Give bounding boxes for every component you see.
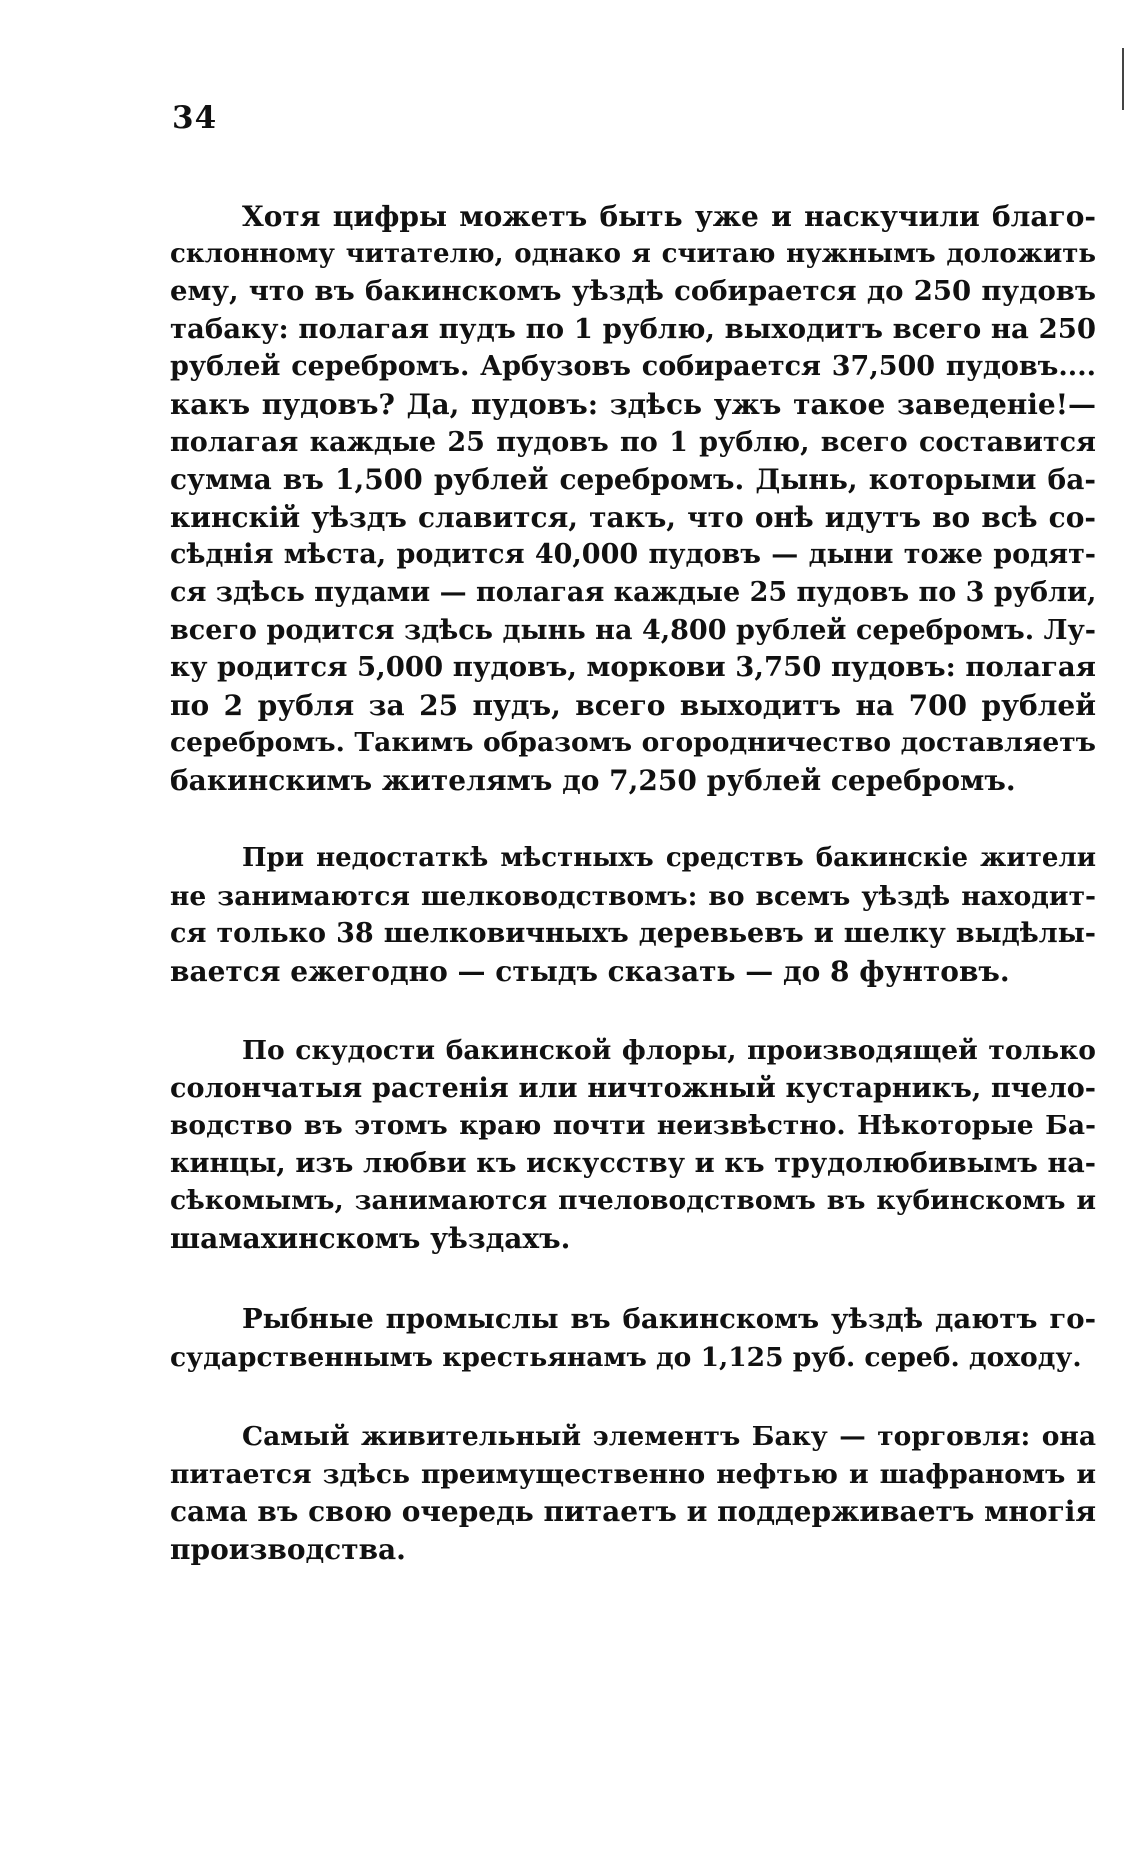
text-line: рублей серебромъ. Арбузовъ собирается 37,500 пудовъ....	[170, 351, 1096, 383]
text-line: полагая каждые 25 пудовъ по 1 рублю, всего составится	[170, 426, 1096, 458]
paragraph-silk	[170, 840, 1096, 990]
text-line: сама въ свою очередь питаетъ и поддерживаетъ многія	[170, 1495, 1097, 1529]
text-line: При недостаткѣ мѣстныхъ средствъ бакинскіе жители	[242, 843, 1096, 873]
text-line: По скудости бакинской флоры, производящей только	[242, 1035, 1096, 1066]
page-number: 34	[172, 100, 218, 136]
paragraph-produce	[170, 198, 1096, 800]
text-line: кинскій уѣздъ славится, такъ, что онѣ идутъ во всѣ со-	[170, 500, 1096, 534]
text-line: табаку: полагая пудъ по 1 рублю, выходитъ всего на 250	[170, 312, 1096, 345]
text-line: по 2 рубля за 25 пудъ, всего выходитъ на 700 рублей	[170, 688, 1096, 722]
text-line: склонному читателю, однако я считаю нужнымъ доложить	[170, 238, 1096, 269]
text-line: ку родится 5,000 пудовъ, моркови 3,750 пудовъ: полагая	[170, 651, 1096, 684]
text-line: кинцы, изъ любви къ искусству и къ трудолюбивымъ на-	[170, 1147, 1096, 1179]
text-line: бакинскимъ жителямъ до 7,250 рублей серебромъ.	[170, 763, 1016, 797]
text-line: водство въ этомъ краю почти неизвѣстно. Нѣкоторые Ба-	[170, 1110, 1096, 1142]
text-line: серебромъ. Такимъ образомъ огородничество доставляетъ	[170, 727, 1096, 759]
text-line: Рыбные промыслы въ бакинскомъ уѣздѣ даютъ го-	[242, 1303, 1096, 1335]
paragraph-bees	[170, 1032, 1096, 1258]
text-line: ся только 38 шелковичныхъ деревьевъ и шелку выдѣлы-	[170, 918, 1096, 950]
text-line: сѣднія мѣста, родится 40,000 пудовъ — дыни тоже родят-	[170, 539, 1096, 571]
paragraph-fishing	[170, 1301, 1096, 1376]
text-line: шамахинскомъ уѣздахъ.	[170, 1221, 571, 1255]
text-line: какъ пудовъ? Да, пудовъ: здѣсь ужъ такое заведеніе!—	[170, 387, 1096, 421]
page-edge-mark	[1122, 48, 1124, 110]
text-line: Самый живительный элементъ Баку — торговля: она	[242, 1421, 1096, 1452]
text-line: питается здѣсь преимущественно нефтью и шафраномъ и	[170, 1458, 1096, 1490]
text-line: ему, что въ бакинскомъ уѣздѣ собирается до 250 пудовъ	[170, 275, 1096, 308]
text-line: ся здѣсь пудами — полагая каждые 25 пудовъ по 3 рубли,	[170, 576, 1097, 608]
text-line: производства.	[170, 1532, 406, 1566]
text-line: не занимаются шелководствомъ: во всемъ уѣздѣ находит-	[170, 880, 1096, 912]
text-line: Хотя цифры можетъ быть уже и наскучили благо-	[242, 200, 1096, 233]
text-line: вается ежегодно — стыдъ сказать — до 8 фунтовъ.	[170, 954, 1010, 988]
text-line: солончатыя растенія или ничтожный кустарникъ, пчело-	[170, 1072, 1096, 1104]
text-line: сумма въ 1,500 рублей серебромъ. Дынь, которыми ба-	[170, 463, 1096, 497]
text-line: всего родится здѣсь дынь на 4,800 рублей серебромъ. Лу-	[170, 614, 1096, 646]
text-line: сударственнымъ крестьянамъ до 1,125 руб. сереб. доходу.	[170, 1341, 1082, 1373]
paragraph-trade	[170, 1418, 1096, 1568]
text-line: сѣкомымъ, занимаются пчеловодствомъ въ кубинскомъ и	[170, 1185, 1096, 1217]
